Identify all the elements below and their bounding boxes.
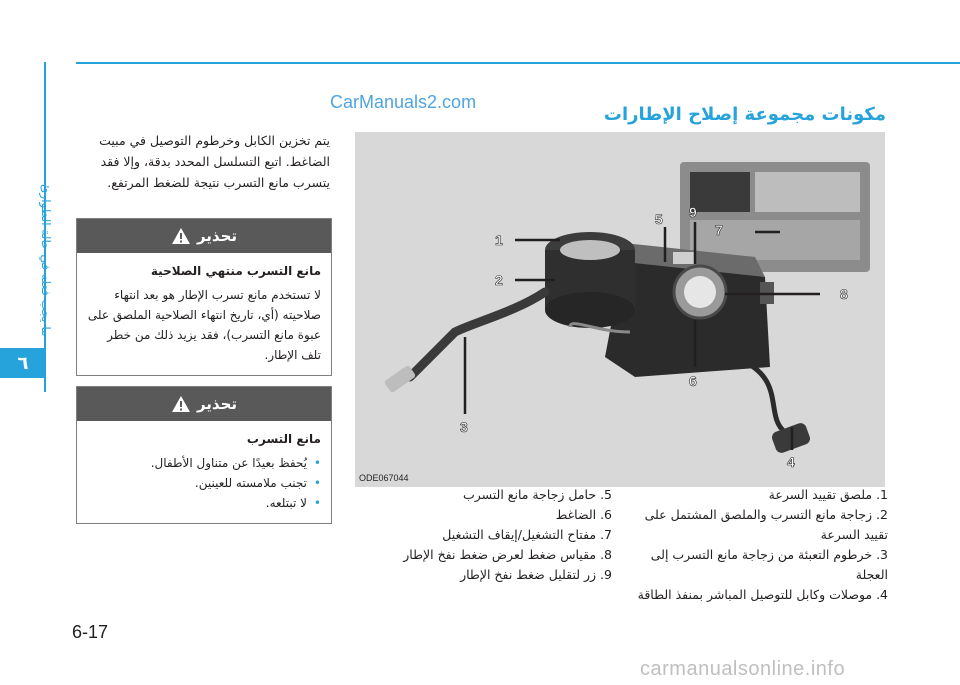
callout-4: 4 — [787, 454, 795, 470]
part-item: 1. ملصق تقييد السرعة — [768, 487, 888, 502]
kit-illustration — [355, 132, 885, 487]
tire-repair-kit-photo — [355, 132, 885, 487]
warning-header — [77, 387, 331, 421]
warning-box-sealant — [76, 386, 332, 524]
callout-9: 9 — [689, 204, 697, 220]
chapter-side-title: ما يجب فعله في حالة الطوارئ — [39, 183, 53, 337]
page-number: 6-17 — [72, 622, 109, 642]
callout-5: 5 — [655, 211, 663, 227]
callout-2: 2 — [495, 272, 503, 288]
part-item: 9. زر لتقليل ضغط نفخ الإطار — [460, 567, 612, 582]
parts-list-left — [380, 485, 612, 585]
watermark-top[interactable]: CarManuals2.com — [330, 92, 477, 112]
part-item: 4. موصلات وكابل للتوصيل المباشر بمنفذ الطاقة — [637, 587, 888, 602]
callout-8: 8 — [840, 286, 848, 302]
warning-bullet-list — [87, 453, 321, 513]
warning-header — [77, 219, 331, 253]
part-item: 8. مقياس ضغط لعرض ضغط نفخ الإطار — [403, 547, 612, 562]
deflate-button — [673, 252, 695, 264]
intro-paragraph: يتم تخزين الكابل وخرطوم التوصيل في مبيت الضاغط. اتبع التسلسل المحدد بدقة، وإلا فقد يتسرب مانع التسرب نتيجة للضغط المرتفع. — [99, 133, 330, 190]
warning-title: تحذير — [196, 395, 238, 413]
part-item: 6. الضاغط — [555, 507, 612, 522]
callout-3: 3 — [460, 419, 468, 435]
warning-subtitle: مانع التسرب — [246, 432, 321, 446]
section-title: مكونات مجموعة إصلاح الإطارات — [603, 104, 886, 125]
part-item: 2. زجاجة مانع التسرب والملصق المشتمل على تقييد السرعة — [644, 507, 888, 542]
part-item: 3. خرطوم التعبئة من زجاجة مانع التسرب إلى العجلة — [650, 547, 888, 582]
warning-bullet: • لا تبتلعه. — [87, 493, 321, 513]
parts-list-right — [620, 485, 888, 605]
callout-1: 1 — [495, 232, 503, 248]
warning-text: لا تستخدم مانع تسرب الإطار هو بعد انتهاء صلاحيته (أي، تاريخ انتهاء الصلاحية الملصق على عبوة مانع التسرب)، فقد يزيد ذلك من خطر تلف الإطار. — [87, 288, 321, 362]
part-item: 5. حامل زجاجة مانع التسرب — [462, 487, 612, 502]
photo-code: ODE067044 — [359, 473, 409, 483]
warning-triangle-icon — [171, 395, 191, 413]
callout-6: 6 — [689, 373, 697, 389]
top-rule — [76, 62, 960, 64]
warning-box-expired-sealant — [76, 218, 332, 376]
warning-triangle-icon — [171, 227, 191, 245]
callout-7: 7 — [715, 222, 723, 238]
warning-subtitle: مانع التسرب منتهي الصلاحية — [150, 264, 321, 278]
watermark-bottom[interactable]: carmanualsonline.info — [640, 658, 846, 680]
warning-bullet: • يُحفظ بعيدًا عن متناول الأطفال. — [87, 453, 321, 473]
warning-bullet: • تجنب ملامسته للعينين. — [87, 473, 321, 493]
part-item: 7. مفتاح التشغيل/إيقاف التشغيل — [442, 527, 612, 542]
chapter-tab: ٦ — [0, 348, 46, 378]
warning-title: تحذير — [196, 227, 238, 245]
